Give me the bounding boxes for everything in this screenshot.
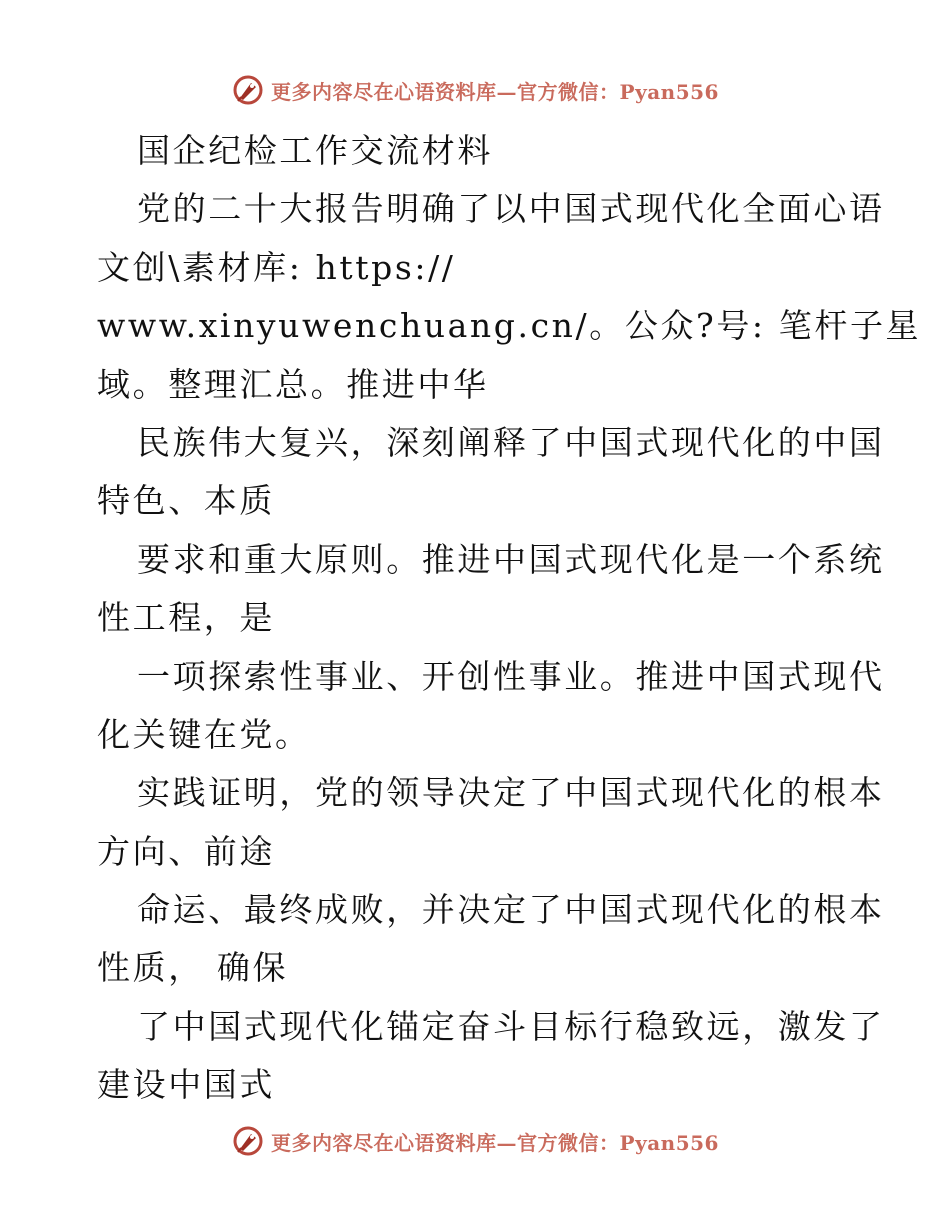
text-line: 实践证明，党的领导决定了中国式现代化的根本: [137, 773, 885, 813]
text-line: 特色、本质: [97, 481, 275, 521]
text-line: 化关键在党。: [97, 714, 311, 754]
text-line: 性工程，是: [97, 598, 275, 638]
text-line: 党的二十大报告明确了以中国式现代化全面心语: [137, 189, 885, 229]
text-line: 一项探索性事业、开创性事业。推进中国式现代: [137, 656, 885, 696]
text-line: www.xinyuwenchuang.cn/。公众?号: 笔杆子星: [97, 306, 922, 346]
footer-banner: [0, 1121, 950, 1161]
pen-nib-logo-icon: [231, 1124, 265, 1158]
pen-nib-logo-icon: [231, 73, 265, 107]
banner-text: 更多内容尽在心语资料库—官方微信：Pyan556: [271, 79, 719, 104]
text-line: 命运、最终成败，并决定了中国式现代化的根本: [137, 890, 885, 930]
text-line: 建设中国式: [97, 1065, 275, 1105]
header-banner: [0, 70, 950, 110]
text-line: 国企纪检工作交流材料: [137, 131, 493, 170]
text-line: 要求和重大原则。推进中国式现代化是一个系统: [137, 539, 885, 579]
text-line: 了中国式现代化锚定奋斗目标行稳致远，激发了: [137, 1006, 885, 1046]
document-body: [97, 122, 922, 1115]
text-line: 方向、前途: [97, 831, 275, 871]
text-line: 文创\素材库: https://: [97, 247, 456, 287]
text-line: 民族伟大复兴，深刻阐释了中国式现代化的中国: [137, 422, 885, 462]
banner-text: 更多内容尽在心语资料库—官方微信：Pyan556: [271, 1130, 719, 1155]
text-line: 性质， 确保: [97, 948, 289, 988]
text-line: 域。整理汇总。推进中华: [97, 364, 489, 404]
